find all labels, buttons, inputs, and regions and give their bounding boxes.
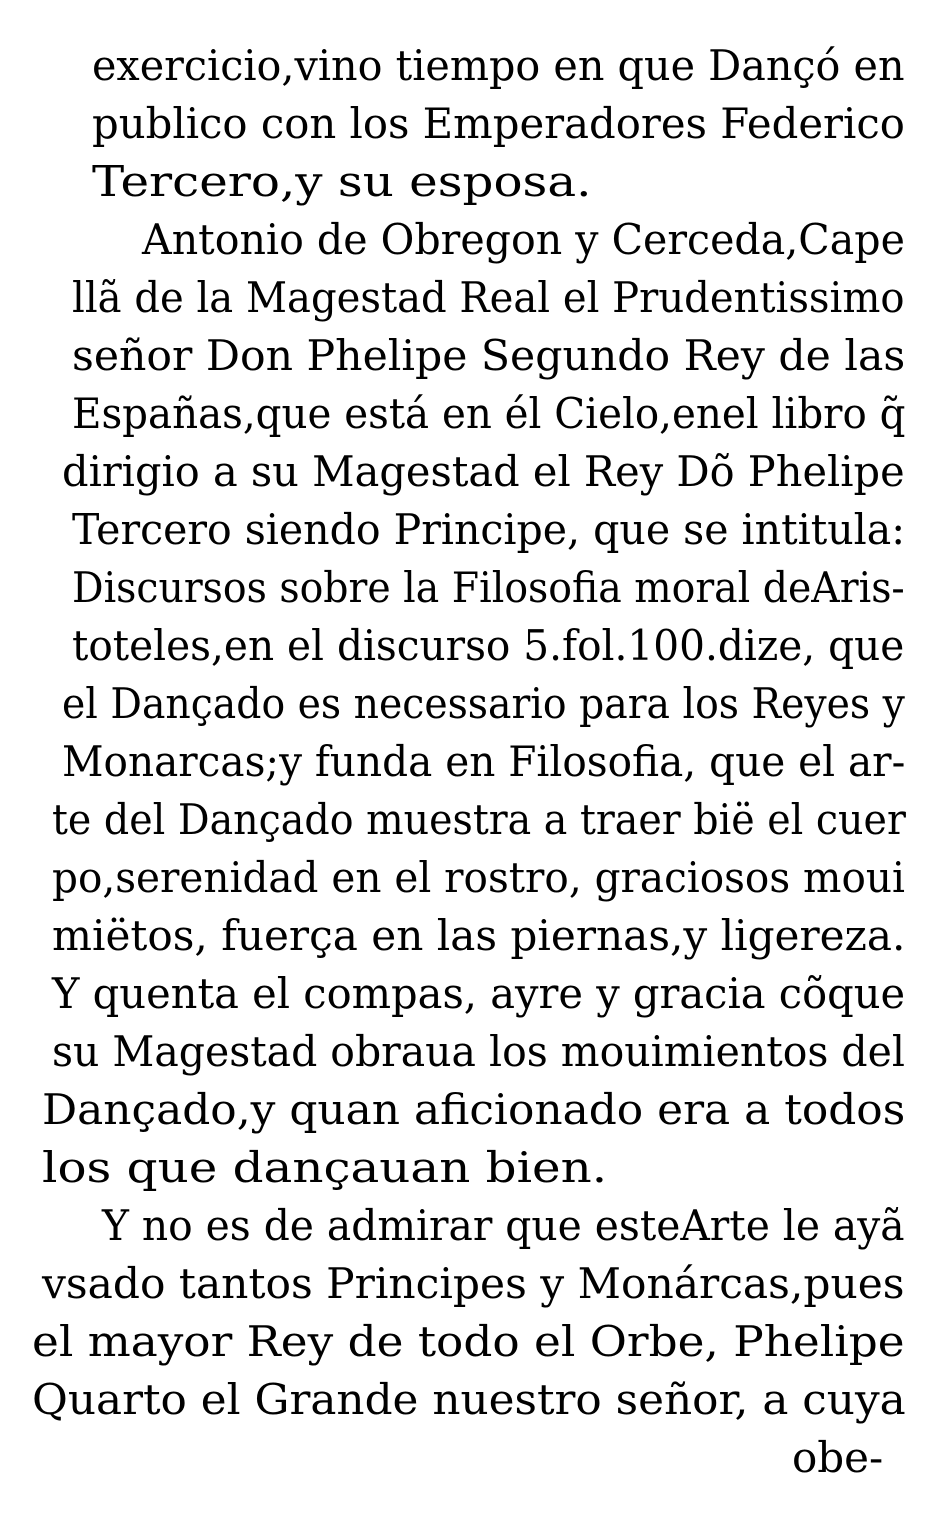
text-line: el mayor Rey de todo el Orbe, Phelipe bbox=[32, 1317, 905, 1366]
text-line: vsado tantos Principes y Monárcas,pues bbox=[42, 1259, 905, 1308]
text-line: los que dançauan bien. bbox=[42, 1143, 608, 1192]
text-line: dirigio a su Magestad el Rey Dõ Phelipe bbox=[62, 447, 905, 496]
text-line: Y quenta el compas, ayre y gracia cõque bbox=[52, 969, 906, 1018]
text-line: Monarcas;y funda en Filosofia, que el ar- bbox=[62, 737, 906, 786]
text-line: Tercero,y su esposa. bbox=[92, 157, 592, 206]
text-line: su Magestad obraua los mouimientos del bbox=[52, 1027, 905, 1076]
text-line: Y no es de admirar que esteArte le ayã bbox=[102, 1201, 905, 1250]
catchword: obe- bbox=[792, 1433, 884, 1482]
text-line: publico con los Emperadores Federico bbox=[92, 99, 905, 148]
text-line: Dançado,y quan aficionado era a todos bbox=[42, 1085, 906, 1134]
text-line: exercicio,vino tiempo en que Dançó en bbox=[92, 41, 905, 90]
text-line: te del Dançado muestra a traer bië el cuer bbox=[52, 795, 906, 844]
text-line: po,serenidad en el rostro, graciosos moui bbox=[52, 853, 905, 902]
text-line: señor Don Phelipe Segundo Rey de las bbox=[72, 331, 906, 380]
text-line: el Dançado es necessario para los Reyes y bbox=[62, 679, 905, 728]
text-line: Quarto el Grande nuestro señor, a cuya bbox=[32, 1375, 906, 1424]
text-line: Antonio de Obregon y Cerceda,Cape bbox=[142, 215, 905, 264]
text-line: Tercero siendo Principe, que se intitula: bbox=[72, 505, 906, 554]
text-line: toteles,en el discurso 5.fol.100.dize, que bbox=[72, 621, 905, 670]
text-line: llã de la Magestad Real el Prudentissimo bbox=[72, 273, 905, 322]
text-line: Discursos sobre la Filosofia moral deAris- bbox=[72, 563, 905, 612]
text-line: Españas,que está en él Cielo,enel libro q̃ bbox=[72, 389, 906, 438]
text-line: miëtos, fuerça en las piernas,y ligereza. bbox=[52, 911, 906, 960]
